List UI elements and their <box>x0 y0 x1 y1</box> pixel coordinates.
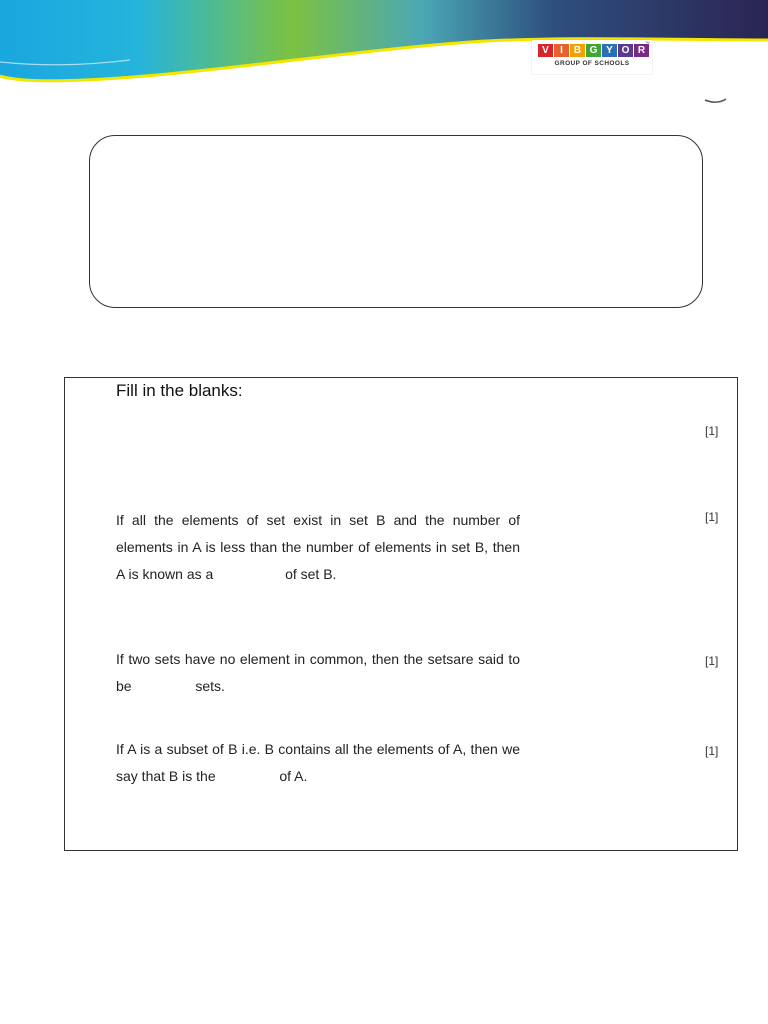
question-3-text <box>116 646 520 700</box>
question-2-marks: [1] <box>705 510 719 524</box>
question-1-marks: [1] <box>705 424 719 438</box>
logo-letter-o: O <box>618 44 633 57</box>
logo-letter-v: V <box>538 44 553 57</box>
question-section <box>64 377 738 851</box>
logo-letter-y: Y <box>602 44 617 57</box>
question-4-text <box>116 736 520 790</box>
question-4-marks: [1] <box>705 744 719 758</box>
question-3-after: sets. <box>195 678 225 694</box>
section-heading: Fill in the blanks: <box>116 381 243 400</box>
question-4-before: If A is a subset of B i.e. B contains all the elements of A, then we say that B is the <box>116 741 520 784</box>
header-banner <box>0 0 768 110</box>
question-3-before: If two sets have no element in common, then the setsare said to be <box>116 651 520 694</box>
logo-letter-b: B <box>570 44 585 57</box>
question-2-after: of set B. <box>285 566 337 582</box>
logo-trademark: ™ <box>645 41 650 47</box>
logo-letter-r: R <box>634 44 649 57</box>
logo-letter-i: I <box>554 44 569 57</box>
question-2-text <box>116 507 520 588</box>
student-info-box <box>89 135 703 308</box>
vibgyor-logo <box>532 40 652 74</box>
question-4-after: of A. <box>279 768 308 784</box>
logo-letter-g: G <box>586 44 601 57</box>
logo-subtitle: GROUP OF SCHOOLS <box>554 60 630 67</box>
question-3-marks: [1] <box>705 654 719 668</box>
question-2-before: If all the elements of set exist in set B and the number of elements in A is less than the number of elements in set B, then A is known as a <box>116 512 520 582</box>
logo-letters <box>538 44 650 57</box>
